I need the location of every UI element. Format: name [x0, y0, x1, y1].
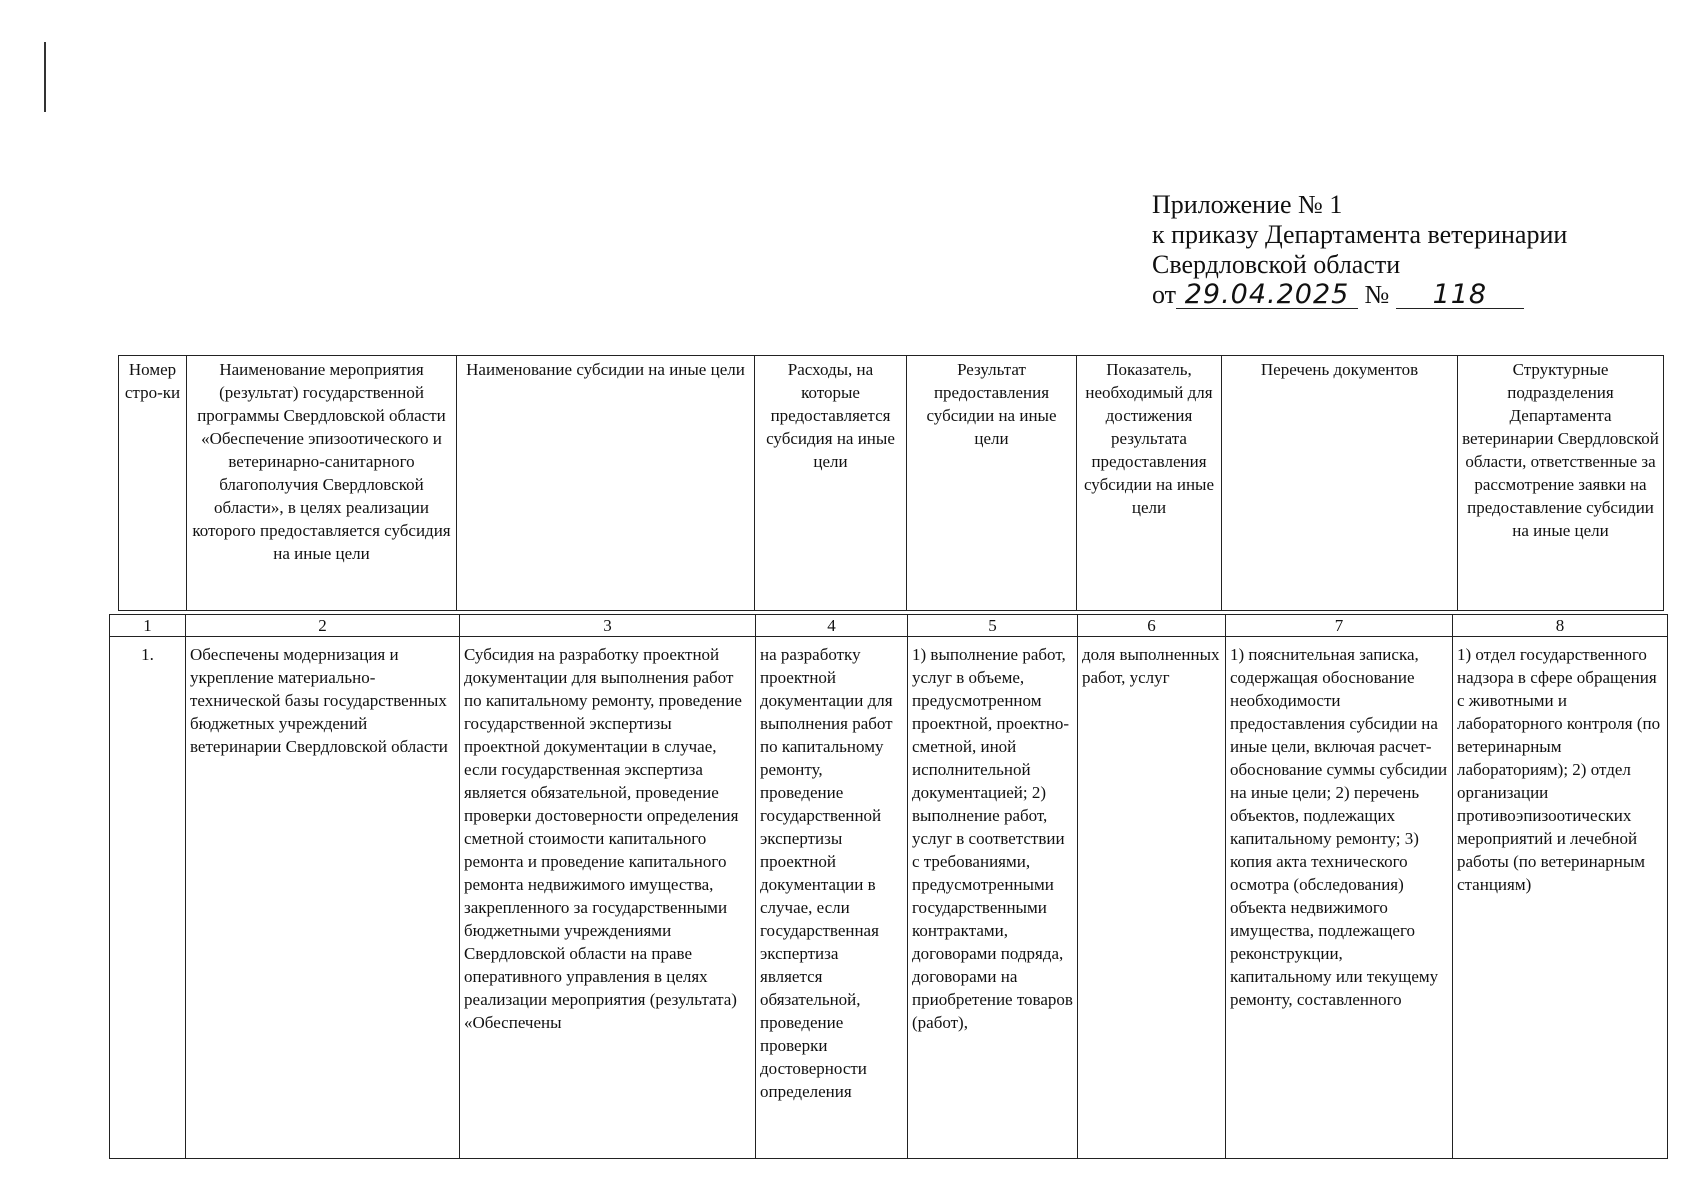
row-number: 1. [110, 637, 186, 1159]
appendix-header [1152, 190, 1672, 310]
order-reference: к приказу Департамента ветеринарии [1152, 220, 1568, 249]
departments-cell: 1) отдел государственного надзора в сфере обращения с животными и лабораторного контроля (по ветеринарным лабораториям); 2) отдел организации противоэпизоотических мероприятий и лечебной работы (по ветеринарным станциям) [1453, 637, 1668, 1159]
column-header-departments: Структурные подразделения Департамента ветеринарии Свердловской области, ответственные за рассмотрение заявки на предоставление субсидии на иные цели [1458, 356, 1664, 611]
column-header-indicator: Показатель, необходимый для достижения результата предоставления субсидии на иные цели [1077, 356, 1222, 611]
column-number: 5 [908, 615, 1078, 637]
number-sign: № [1364, 280, 1390, 309]
event-name-cell: Обеспечены модернизация и укрепление материально-технической базы государственных бюджетных учреждений ветеринарии Свердловской области [186, 637, 460, 1159]
date-prefix: от [1152, 280, 1177, 309]
subsidy-name-cell: Субсидия на разработку проектной документации для выполнения работ по капитальному ремонту, проведение государственной экспертизы проектной документации в случае, если государственная экспертиза является обязательной, проведение проверки достоверности определения сметной стоимости капитального ремонта и проведение капитального ремонта недвижимого имущества, закрепленного за государственными бюджетными учреждениями Свердловской области на праве оперативного управления в целях реализации мероприятия (результата) «Обеспечены [460, 637, 756, 1159]
region-name: Свердловской области [1152, 250, 1401, 279]
table-row [110, 637, 1668, 1159]
column-number: 2 [186, 615, 460, 637]
column-number: 8 [1453, 615, 1668, 637]
order-number: 118 [1396, 282, 1524, 309]
column-header-result: Результат предоставления субсидии на иные цели [907, 356, 1077, 611]
column-header-event-name: Наименование мероприятия (результат) государственной программы Свердловской области «Обеспечение эпизоотического и ветеринарно-санитарного благополучия Свердловской области», в целях реализации которого предоставляется субсидия на иные цели [187, 356, 457, 611]
column-header-line-number: Номер стро-ки [119, 356, 187, 611]
table-body [109, 614, 1668, 1159]
result-cell: 1) выполнение работ, услуг в объеме, предусмотренном проектной, проектно-сметной, иной исполнительной документацией; 2) выполнение работ, услуг в соответствии с требованиями, предусмотренными государственными контрактами, договорами подряда, договорами на приобретение товаров (работ), [908, 637, 1078, 1159]
expenses-cell: на разработку проектной документации для выполнения работ по капитальному ремонту, проведение государственной экспертизы проектной документации в случае, если государственная экспертиза является обязательной, проведение проверки достоверности определения [756, 637, 908, 1159]
column-number: 7 [1226, 615, 1453, 637]
order-date-line [1152, 280, 1672, 310]
column-header-subsidy-name: Наименование субсидии на иные цели [457, 356, 755, 611]
appendix-title: Приложение № 1 [1152, 190, 1343, 219]
documents-cell: 1) пояснительная записка, содержащая обоснование необходимости предоставления субсидии на иные цели, включая расчет-обоснование суммы субсидии на иные цели; 2) перечень объектов, подлежащих капитальному ремонту; 3) копия акта технического осмотра (обследования) объекта недвижимого имущества, подлежащего реконструкции, капитальному или текущему ремонту, составленного [1226, 637, 1453, 1159]
column-number: 4 [756, 615, 908, 637]
table-header [118, 355, 1664, 611]
indicator-cell: доля выполненных работ, услуг [1078, 637, 1226, 1159]
column-header-documents: Перечень документов [1222, 356, 1458, 611]
column-number-row [110, 615, 1668, 637]
column-number: 3 [460, 615, 756, 637]
column-header-expenses: Расходы, на которые предоставляется субсидия на иные цели [755, 356, 907, 611]
column-number: 1 [110, 615, 186, 637]
margin-line [44, 42, 46, 112]
column-number: 6 [1078, 615, 1226, 637]
order-date: 29.04.2025 [1176, 282, 1358, 309]
